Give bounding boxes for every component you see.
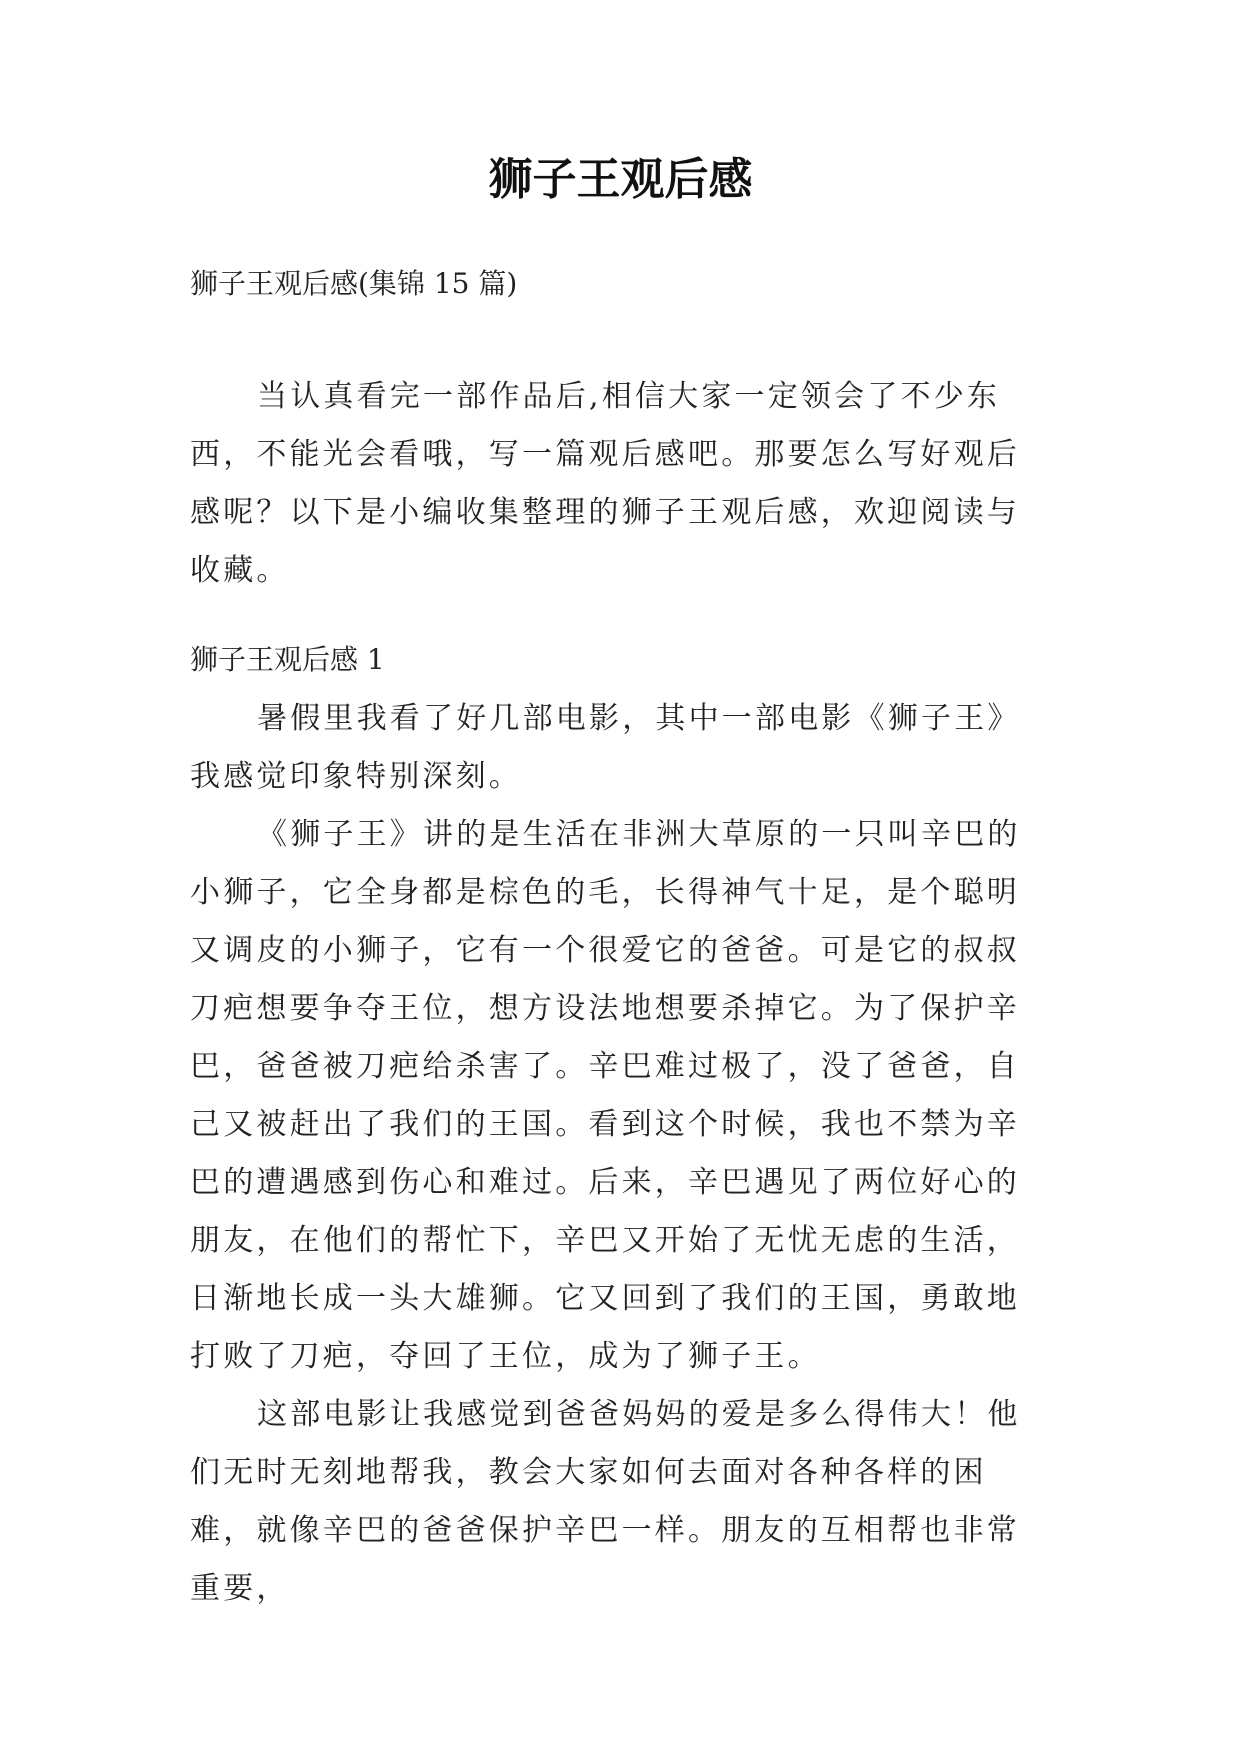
intro-paragraph: 当认真看完一部作品后,相信大家一定领会了不少东西，不能光会看哦，写一篇观后感吧。那要怎么写好观后感呢？以下是小编收集整理的狮子王观后感，欢迎阅读与收藏。 xyxy=(190,379,1020,588)
body-paragraph-1: 暑假里我看了好几部电影，其中一部电影《狮子王》我感觉印象特别深刻。 xyxy=(190,701,1021,794)
body-paragraph-2: 《狮子王》讲的是生活在非洲大草原的一只叫辛巴的小狮子，它全身都是棕色的毛，长得神气十足，是个聪明又调皮的小狮子，它有一个很爱它的爸爸。可是它的叔叔刀疤想要争夺王位，想方设法地想要杀掉它。为了保护辛巴，爸爸被刀疤给杀害了。辛巴难过极了，没了爸爸，自己又被赶出了我们的王国。看到这个时候，我也不禁为辛巴的遭遇感到伤心和难过。后来，辛巴遇见了两位好心的朋友，在他们的帮忙下，辛巴又开始了无忧无虑的生活，日渐地长成一头大雄狮。它又回到了我们的王国，勇敢地打败了刀疤，夺回了王位，成为了狮子王。 xyxy=(190,817,1021,1374)
intro-block xyxy=(190,368,1050,600)
document-subtitle: 狮子王观后感(集锦 15 篇) xyxy=(190,267,518,300)
document-title: 狮子王观后感 xyxy=(488,154,753,205)
body-paragraph-3: 这部电影让我感觉到爸爸妈妈的爱是多么得伟大！他们无时无刻地帮我，教会大家如何去面对各种各样的困难，就像辛巴的爸爸保护辛巴一样。朋友的互相帮也非常重要， xyxy=(190,1397,1021,1606)
section-heading: 狮子王观后感 1 xyxy=(190,643,385,676)
section-body xyxy=(190,690,1050,1618)
